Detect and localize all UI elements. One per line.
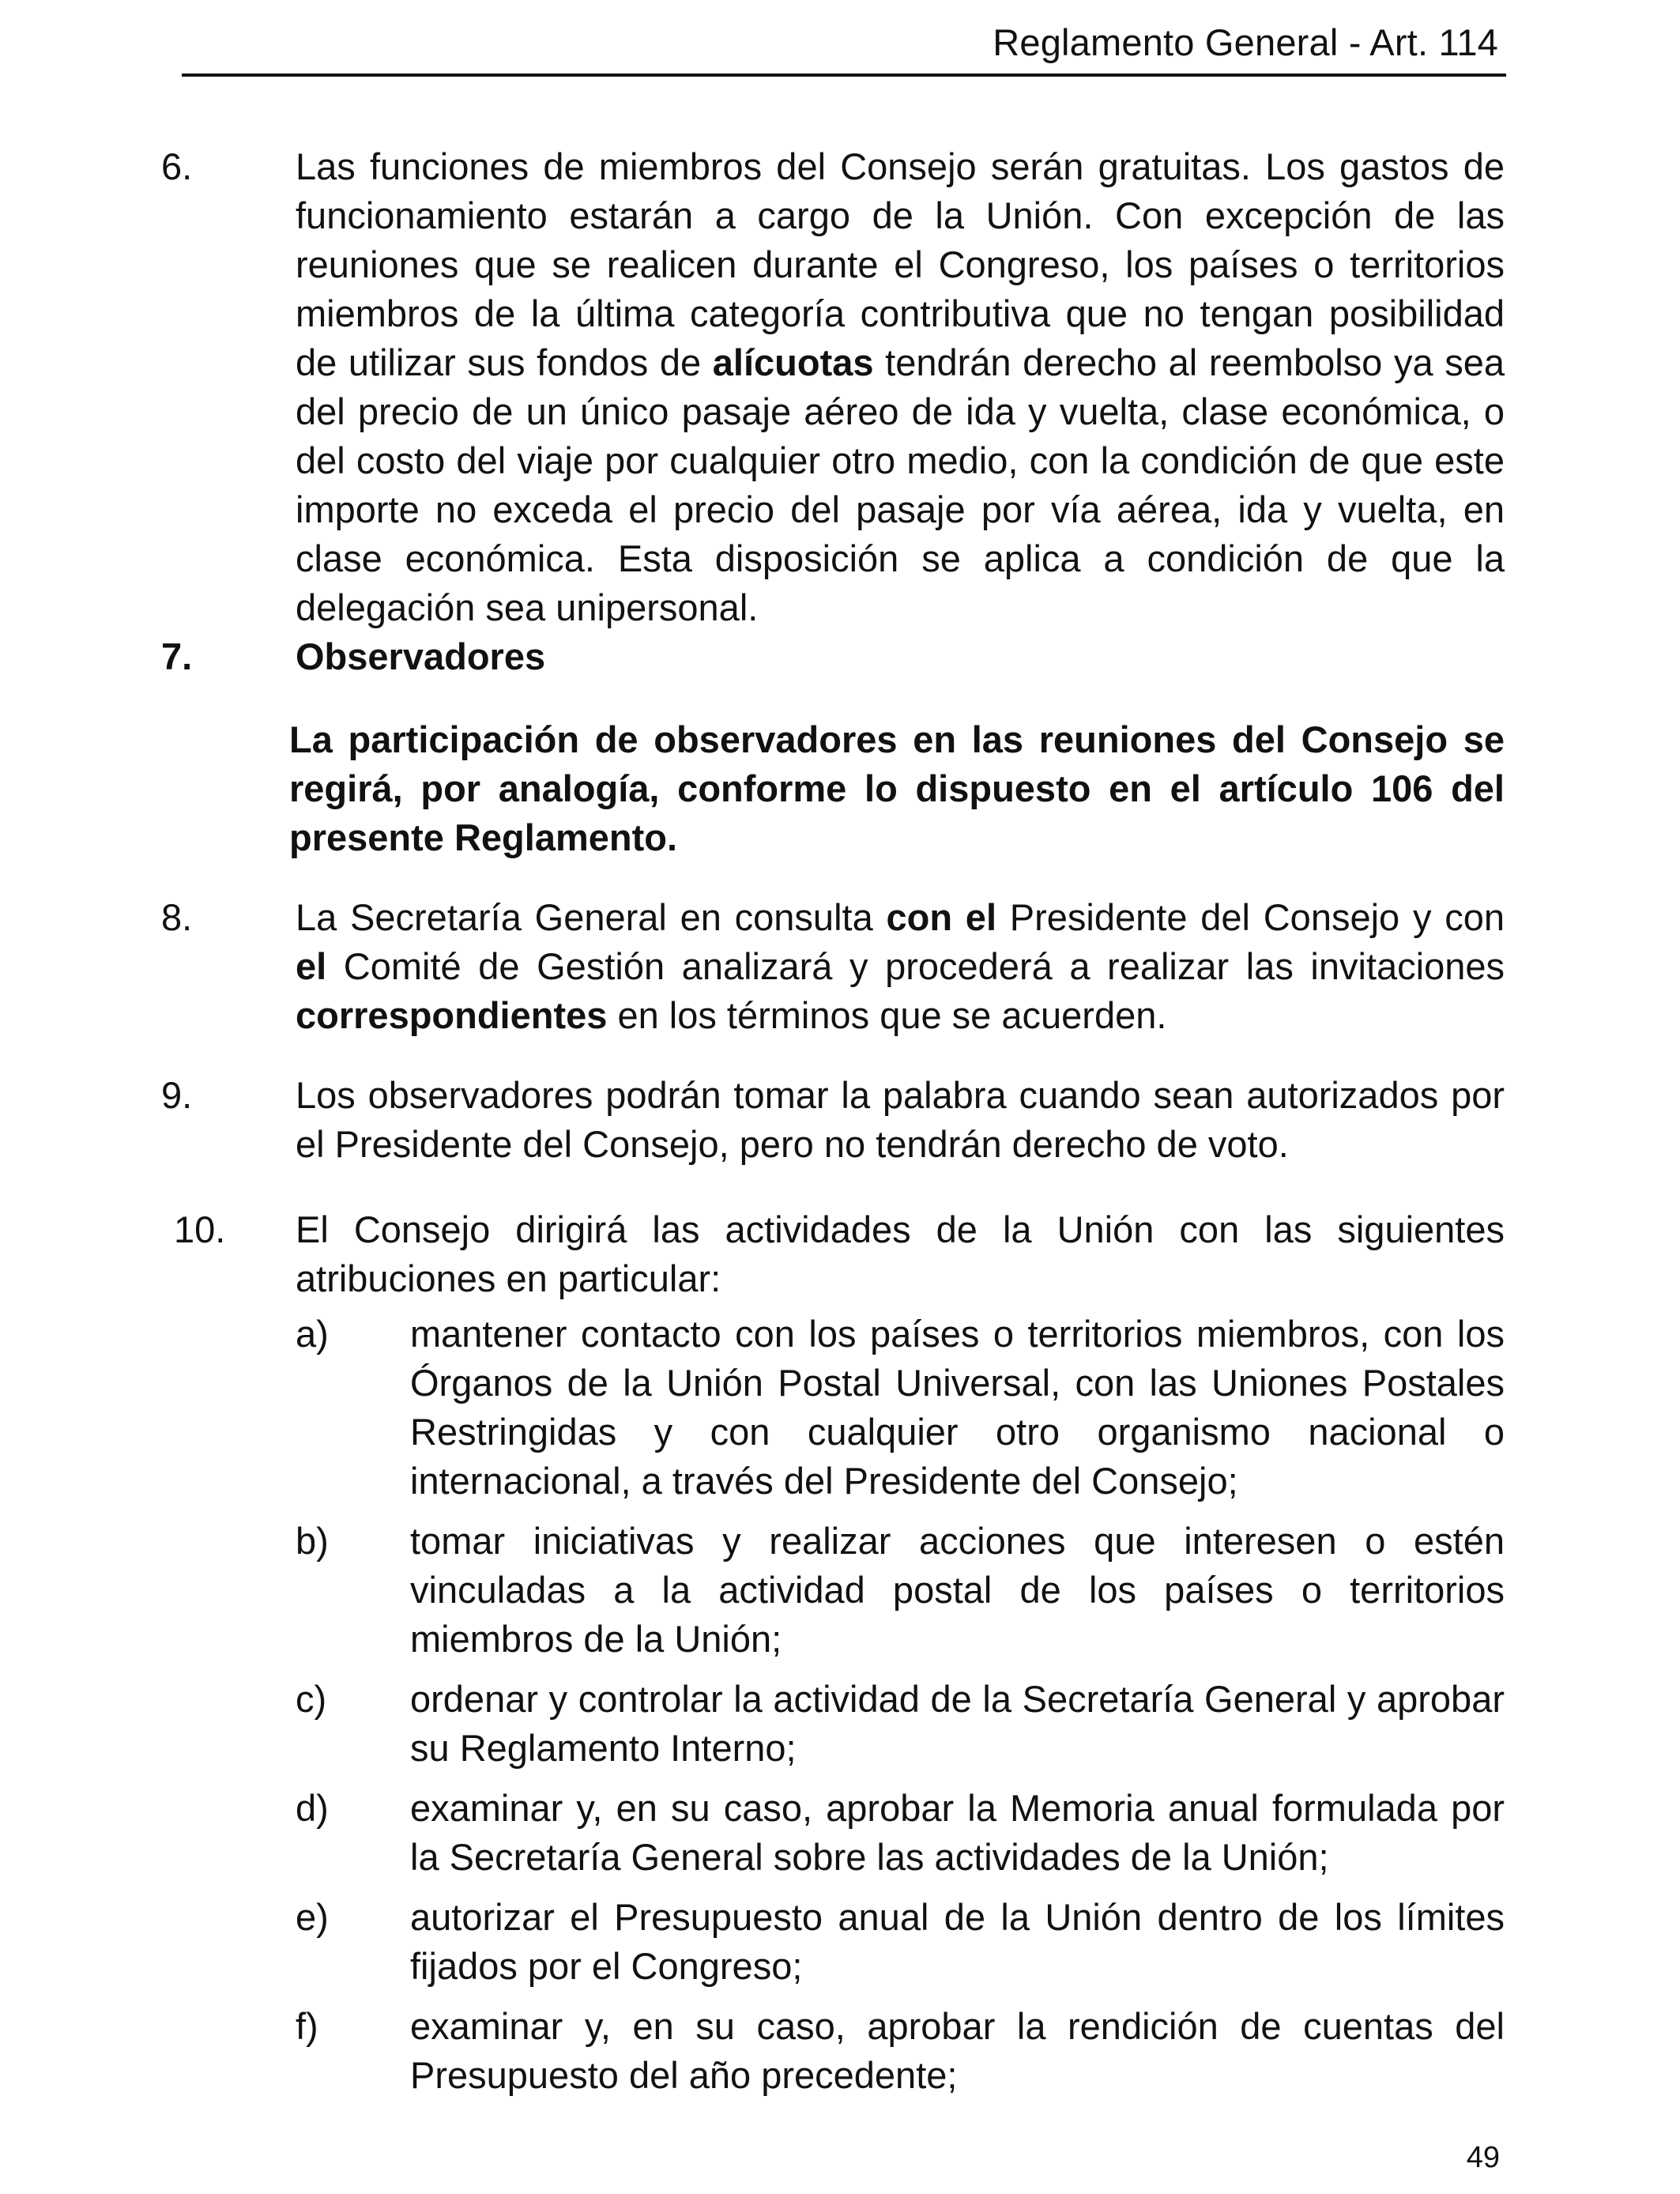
subitem-text: examinar y, en su caso, aprobar la rendición de cuentas del Presupuesto del año precedente;: [410, 2005, 1505, 2096]
item-9: [161, 1071, 1505, 1169]
item-7: [161, 632, 1505, 681]
subitem-f: [296, 2002, 1505, 2100]
item-text: Los observadores podrán tomar la palabra cuando sean autorizados por el Presidente del Consejo, pero no tendrán derecho de voto.: [296, 1074, 1505, 1165]
item-7-body: [161, 715, 1505, 862]
bold-term: alícuotas: [712, 341, 874, 383]
subitem-e: [296, 1893, 1505, 1991]
subitem-text: autorizar el Presupuesto anual de la Unión dentro de los límites fijados por el Congreso;: [410, 1896, 1505, 1987]
subitem-list: [296, 1310, 1505, 2100]
item-text: Las funciones de miembros del Consejo serán gratuitas. Los gastos de funcionamiento estarán a cargo de la Unión. Con excepción de las reuniones que se realicen durante el Congreso, los países o territorios miembros de la última categoría contributiva que no tengan posibilidad de utilizar sus fondos de alícuotas tendrán derecho al reembolso ya sea del precio de un único pasaje aéreo de ida y vuelta, clase económica, o del costo del viaje por cualquier otro medio, con la condición de que este importe no exceda el precio del pasaje por vía aérea, ida y vuelta, en clase económica. Esta disposición se aplica a condición de que la delegación sea unipersonal.: [296, 145, 1505, 628]
item-number: 6.: [161, 145, 193, 187]
item-number: 7.: [161, 635, 193, 677]
page-number: 49: [1466, 2141, 1500, 2174]
item-number: 8.: [161, 896, 193, 938]
subitem-text: ordenar y controlar la actividad de la Secretaría General y aprobar su Reglamento Interno;: [410, 1678, 1505, 1769]
subitem-b: [296, 1517, 1505, 1664]
item-heading: Observadores: [296, 635, 546, 677]
item-text: La Secretaría General en consulta con el Presidente del Consejo y con el Comité de Gestión analizará y procederá a realizar las invitaciones correspondientes en los términos que se acuerden.: [296, 896, 1505, 1036]
item-number: 9.: [161, 1074, 193, 1116]
subitem-letter: b): [296, 1520, 329, 1562]
subitem-text: tomar iniciativas y realizar acciones que interesen o estén vinculadas a la actividad postal de los países o territorios miembros de la Unión;: [410, 1520, 1505, 1660]
running-header: Reglamento General - Art. 114: [993, 21, 1498, 63]
item-text: La participación de observadores en las reuniones del Consejo se regirá, por analogía, conforme lo dispuesto en el artículo 106 del presente Reglamento.: [289, 718, 1505, 858]
subitem-text: examinar y, en su caso, aprobar la Memoria anual formulada por la Secretaría General sobre las actividades de la Unión;: [410, 1787, 1505, 1878]
item-8: [161, 893, 1505, 1040]
subitem-letter: a): [296, 1313, 329, 1355]
subitem-text: mantener contacto con los países o territorios miembros, con los Órganos de la Unión Postal Universal, con las Uniones Postales Restringidas y con cualquier otro organismo nacional o internacional, a través del Presidente del Consejo;: [410, 1313, 1505, 1502]
subitem-a: [296, 1310, 1505, 1506]
subitem-letter: c): [296, 1678, 327, 1720]
item-number: 10.: [174, 1208, 226, 1250]
header-rule: [182, 74, 1506, 77]
subitem-d: [296, 1784, 1505, 1882]
subitem-letter: f): [296, 2005, 318, 2047]
subitem-letter: e): [296, 1896, 329, 1938]
item-6: [161, 142, 1505, 632]
subitem-c: [296, 1675, 1505, 1773]
item-10: [161, 1205, 1505, 2111]
item-text: El Consejo dirigirá las actividades de la Unión con las siguientes atribuciones en particular:: [296, 1208, 1505, 1299]
subitem-letter: d): [296, 1787, 329, 1829]
